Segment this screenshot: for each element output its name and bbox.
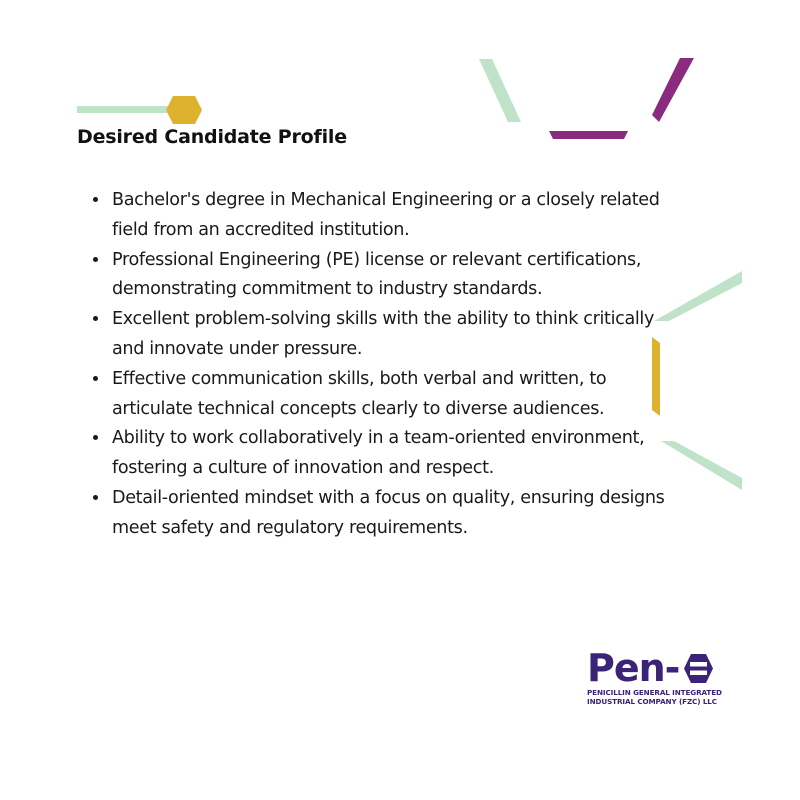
list-item: • Excellent problem-solving skills with the ability to think critically and innovate under pressure. bbox=[110, 305, 670, 365]
logo-wordmark-text: Pen- bbox=[587, 646, 680, 690]
list-item: • Professional Engineering (PE) license or relevant certifications, demonstrating commitment to industry standards. bbox=[110, 246, 670, 306]
logo-line-2: INDUSTRIAL COMPANY (FZC) LLC bbox=[587, 697, 717, 706]
requirements-list bbox=[90, 186, 670, 544]
logo-mark-icon bbox=[682, 652, 715, 685]
page-title: Desired Candidate Profile bbox=[77, 126, 347, 148]
top-hexagon-purple-segment bbox=[652, 58, 694, 122]
top-hexagon-green-segment bbox=[479, 59, 521, 122]
logo-line-1: PENICILLIN GENERAL INTEGRATED bbox=[587, 688, 722, 697]
heading-accent-hexagon-icon bbox=[166, 96, 202, 124]
company-logo bbox=[587, 648, 737, 706]
list-item: • Ability to work collaboratively in a team-oriented environment, fostering a culture of innovation and respect. bbox=[110, 424, 670, 484]
list-item: • Bachelor's degree in Mechanical Engineering or a closely related field from an accredited institution. bbox=[110, 186, 670, 246]
right-hexagon-green-bottom bbox=[661, 441, 742, 490]
top-hexagon-purple-bottom bbox=[549, 131, 628, 139]
list-item: • Detail-oriented mindset with a focus on quality, ensuring designs meet safety and regulatory requirements. bbox=[110, 484, 670, 544]
list-item: • Effective communication skills, both verbal and written, to articulate technical concepts clearly to diverse audiences. bbox=[110, 365, 670, 425]
logo-wordmark bbox=[587, 648, 737, 688]
heading-accent-bar bbox=[77, 106, 177, 113]
